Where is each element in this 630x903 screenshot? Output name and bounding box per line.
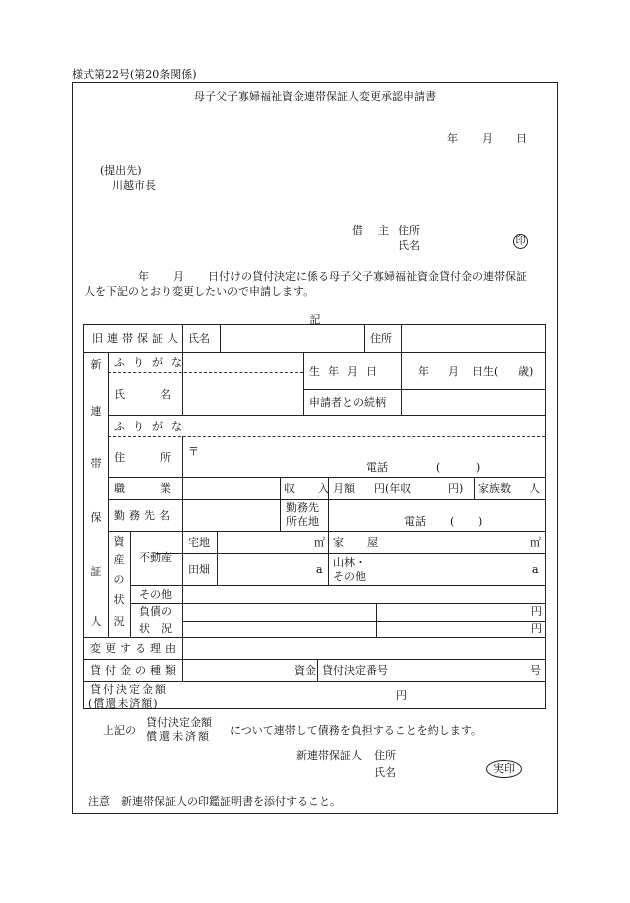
- workplace-label: 勤務先名: [114, 509, 174, 522]
- loan-type-label: 貸付金の種類: [90, 664, 180, 677]
- decision-no-label: 貸付決定番号: [322, 664, 388, 677]
- birth-age: 歳): [518, 365, 534, 378]
- pledge-prefix: 上記の: [103, 724, 136, 737]
- form-number: 様式第22号(第20条関係): [72, 68, 197, 81]
- ki-heading: 記: [309, 313, 321, 326]
- amount-label-1: 貸付決定金額: [90, 683, 168, 696]
- ng-char-4: 保: [90, 511, 102, 524]
- body-month: 月: [173, 270, 184, 283]
- guarantor-table: [83, 324, 546, 709]
- residential-unit: ㎡: [314, 536, 325, 549]
- asset-char-3: の: [113, 573, 125, 586]
- postal-mark: 〒: [188, 445, 199, 458]
- furigana-label-1: ふりがな: [114, 356, 190, 369]
- borrower-address: 住所: [398, 224, 420, 237]
- pledge-option-1: 貸付決定金額: [146, 716, 212, 729]
- asset-char-1: 資: [113, 535, 125, 548]
- monthly-label: 月額: [333, 482, 355, 495]
- asset-char-4: 状: [113, 593, 125, 606]
- annual-close: 円): [448, 482, 464, 495]
- birth-label: 生年月日: [309, 365, 385, 378]
- amount-label-2: (償還未済額): [88, 697, 159, 710]
- forest-label-2: その他: [333, 570, 366, 583]
- real-estate-label: 不動産: [139, 551, 172, 564]
- pledge-option-2: 償還未済額: [146, 730, 211, 743]
- farmland-label: 田畑: [188, 563, 210, 576]
- birth-year: 年: [418, 365, 429, 378]
- house-label: 家 屋: [333, 536, 384, 549]
- old-guarantor-label: 旧連帯保証人: [92, 332, 182, 345]
- income-label: 収 入: [284, 482, 335, 495]
- ng-char-6: 人: [90, 615, 102, 628]
- fund-label: 資金: [294, 664, 316, 677]
- recipient-label: (提出先): [100, 164, 142, 177]
- family-label: 家族数: [478, 482, 511, 495]
- asset-char-5: 況: [113, 615, 125, 628]
- forest-label-1: 山林・: [333, 556, 366, 569]
- residential-label: 宅地: [188, 536, 210, 549]
- phone-paren-close-2: ): [478, 515, 483, 528]
- phone-label-2: 電話: [404, 515, 426, 528]
- body-line2: 人を下記のとおり変更したいので申請します。: [84, 285, 315, 298]
- farmland-unit: a: [316, 563, 323, 576]
- birth-month: 月: [448, 365, 459, 378]
- occupation-label: 職 業: [114, 482, 183, 495]
- borrower-seal: 印: [513, 234, 528, 249]
- workplace-addr-2: 所在地: [286, 515, 319, 528]
- annual-open: 円(年収: [374, 482, 412, 495]
- form-title: 母子父子寡婦福祉資金連帯保証人変更承認申請書: [194, 90, 436, 103]
- date-year: 年: [447, 132, 458, 145]
- note-text: 注意 新連帯保証人の印鑑証明書を添付すること。: [88, 795, 341, 808]
- family-unit: 人: [529, 482, 540, 495]
- phone-label-1: 電話: [366, 461, 388, 474]
- amount-unit: 円: [396, 689, 407, 702]
- borrower-label: 借 主: [352, 224, 391, 237]
- borrower-name: 氏名: [398, 239, 420, 252]
- furigana-label-2: ふりがな: [114, 420, 190, 433]
- decision-no-unit: 号: [530, 664, 541, 677]
- date-day: 日: [516, 132, 527, 145]
- jitsuin-seal: 実印: [486, 760, 522, 778]
- ng-char-5: 証: [90, 565, 102, 578]
- forest-unit: a: [532, 563, 539, 576]
- shimei-label: 氏 名: [114, 388, 183, 401]
- birth-day: 日生(: [472, 365, 499, 378]
- old-address-label: 住所: [370, 332, 392, 345]
- body-line1: 日付けの貸付決定に係る母子父子寡婦福祉資金貸付金の連帯保証: [208, 270, 527, 283]
- reason-label: 変更する理由: [90, 642, 180, 655]
- phone-paren-close-1: ): [476, 461, 481, 474]
- ng-char-2: 連: [90, 405, 102, 418]
- debt-unit-1: 円: [531, 605, 542, 618]
- debt-label-1: 負債の: [139, 605, 172, 618]
- asset-char-2: 産: [113, 553, 125, 566]
- debt-unit-2: 円: [531, 622, 542, 635]
- relation-label: 申請者との続柄: [309, 396, 386, 409]
- workplace-addr-1: 勤務先: [286, 501, 319, 514]
- juusho-label: 住 所: [114, 451, 183, 464]
- date-month: 月: [482, 132, 493, 145]
- old-name-label: 氏名: [188, 332, 210, 345]
- phone-paren-open-2: (: [450, 515, 455, 528]
- ng-char-1: 新: [90, 358, 102, 371]
- phone-paren-open-1: (: [436, 461, 441, 474]
- ng-char-3: 帯: [90, 457, 102, 470]
- new-guarantor-label: 新連帯保証人: [296, 749, 362, 762]
- new-guarantor-name: 氏名: [374, 766, 396, 779]
- recipient-name: 川越市長: [112, 179, 156, 192]
- pledge-text: について連帯して債務を負担することを約します。: [230, 724, 482, 737]
- new-guarantor-address: 住所: [374, 749, 396, 762]
- house-unit: ㎡: [530, 536, 541, 549]
- debt-label-2: 状 況: [139, 622, 172, 635]
- other-label: その他: [139, 588, 172, 601]
- body-year: 年: [138, 270, 149, 283]
